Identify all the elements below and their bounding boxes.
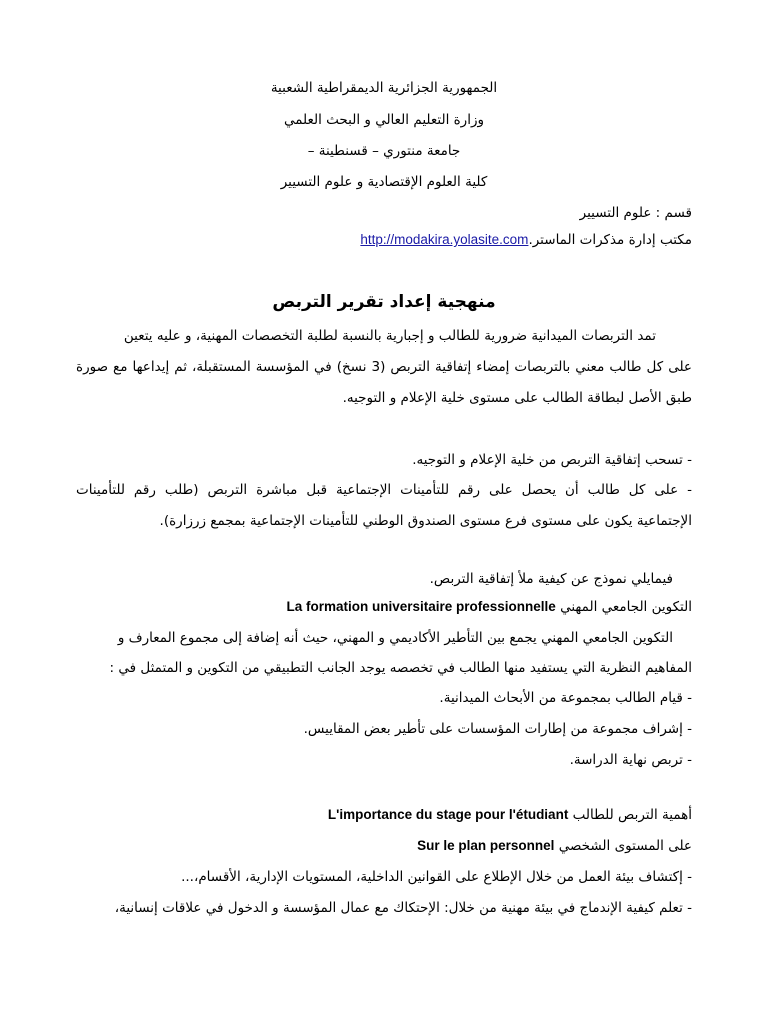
importance-subheading [417, 836, 692, 856]
importance-bullet-2: - تعلم كيفية الإندماج في بيئة مهنية من خلال: الإحتكاك مع عمال المؤسسة و الدخول في علاقات إنسانية، [114, 900, 692, 916]
importance-heading [328, 805, 692, 825]
office-line [360, 230, 692, 250]
importance-sub-fr: Sur le plan personnel [417, 838, 555, 853]
training-bullet-2: - إشراف مجموعة من إطارات المؤسسات على تأطير بعض المقاييس. [303, 721, 692, 737]
step-2-line-2: الإجتماعية يكون على مستوى فرع مستوى الصندوق الوطني للتأمينات الإجتماعية بمجمع زرزارة). [159, 513, 692, 529]
importance-heading-ar: أهمية التربص للطالب [572, 807, 692, 823]
training-paragraph-line-2: المفاهيم النظرية التي يستفيد منها الطالب في تخصصه يوجد الجانب التطبيقي من التكوين و المتمثل في : [109, 660, 692, 676]
model-note: فيمايلي نموذج عن كيفية ملأ إتفاقية التربص. [429, 571, 673, 587]
header-ministry: وزارة التعليم العالي و البحث العلمي [283, 112, 484, 128]
intro-line-3: طبق الأصل لبطاقة الطالب على مستوى خلية الإعلام و التوجيه. [342, 390, 692, 406]
training-bullet-1: - قيام الطالب بمجموعة من الأبحاث الميدانية. [439, 690, 692, 706]
training-paragraph-line-1: التكوين الجامعي المهني يجمع بين التأطير الأكاديمي و المهني، حيث أنه إضافة إلى مجموع المعارف و [117, 630, 673, 646]
header-university: جامعة منتوري – قسنطينة – [307, 143, 461, 159]
office-link[interactable]: http://modakira.yolasite.com [360, 232, 529, 247]
importance-bullet-1: - إكتشاف بيئة العمل من خلال الإطلاع على القوانين الداخلية، المستويات الإدارية، الأقسام،... [181, 869, 692, 885]
importance-heading-fr: L'importance du stage pour l'étudiant [327, 807, 569, 822]
office-label: مكتب إدارة مذكرات الماستر. [528, 232, 692, 248]
document-title: منهجية إعداد تقرير التربص [272, 292, 496, 312]
intro-line-2: على كل طالب معني بالتربصات إمضاء إتفاقية التربص (3 نسخ) في المؤسسة المستقبلة، ثم إيداعها مع صورة [76, 359, 692, 375]
header-faculty: كلية العلوم الإقتصادية و علوم التسيير [280, 174, 488, 190]
training-heading-fr: La formation universitaire professionnelle [286, 599, 556, 614]
step-2-line-1: - على كل طالب أن يحصل على رقم للتأمينات الإجتماعية قبل مباشرة التربص (طلب رقم للتأمينات [76, 482, 692, 498]
training-heading-ar: التكوين الجامعي المهني [560, 599, 692, 615]
step-1: - تسحب إتفاقية التربص من خلية الإعلام و التوجيه. [412, 452, 692, 468]
header-country: الجمهورية الجزائرية الديمقراطية الشعبية [270, 80, 498, 96]
importance-sub-ar: على المستوى الشخصي [558, 838, 692, 854]
intro-line-1: تمد التربصات الميدانية ضرورية للطالب و إجبارية بالنسبة لطلبة التخصصات المهنية، و عليه يتعين [123, 328, 656, 344]
department-line: قسم : علوم التسيير [579, 205, 692, 221]
training-heading [286, 597, 692, 617]
training-bullet-3: - تربص نهاية الدراسة. [569, 752, 692, 768]
